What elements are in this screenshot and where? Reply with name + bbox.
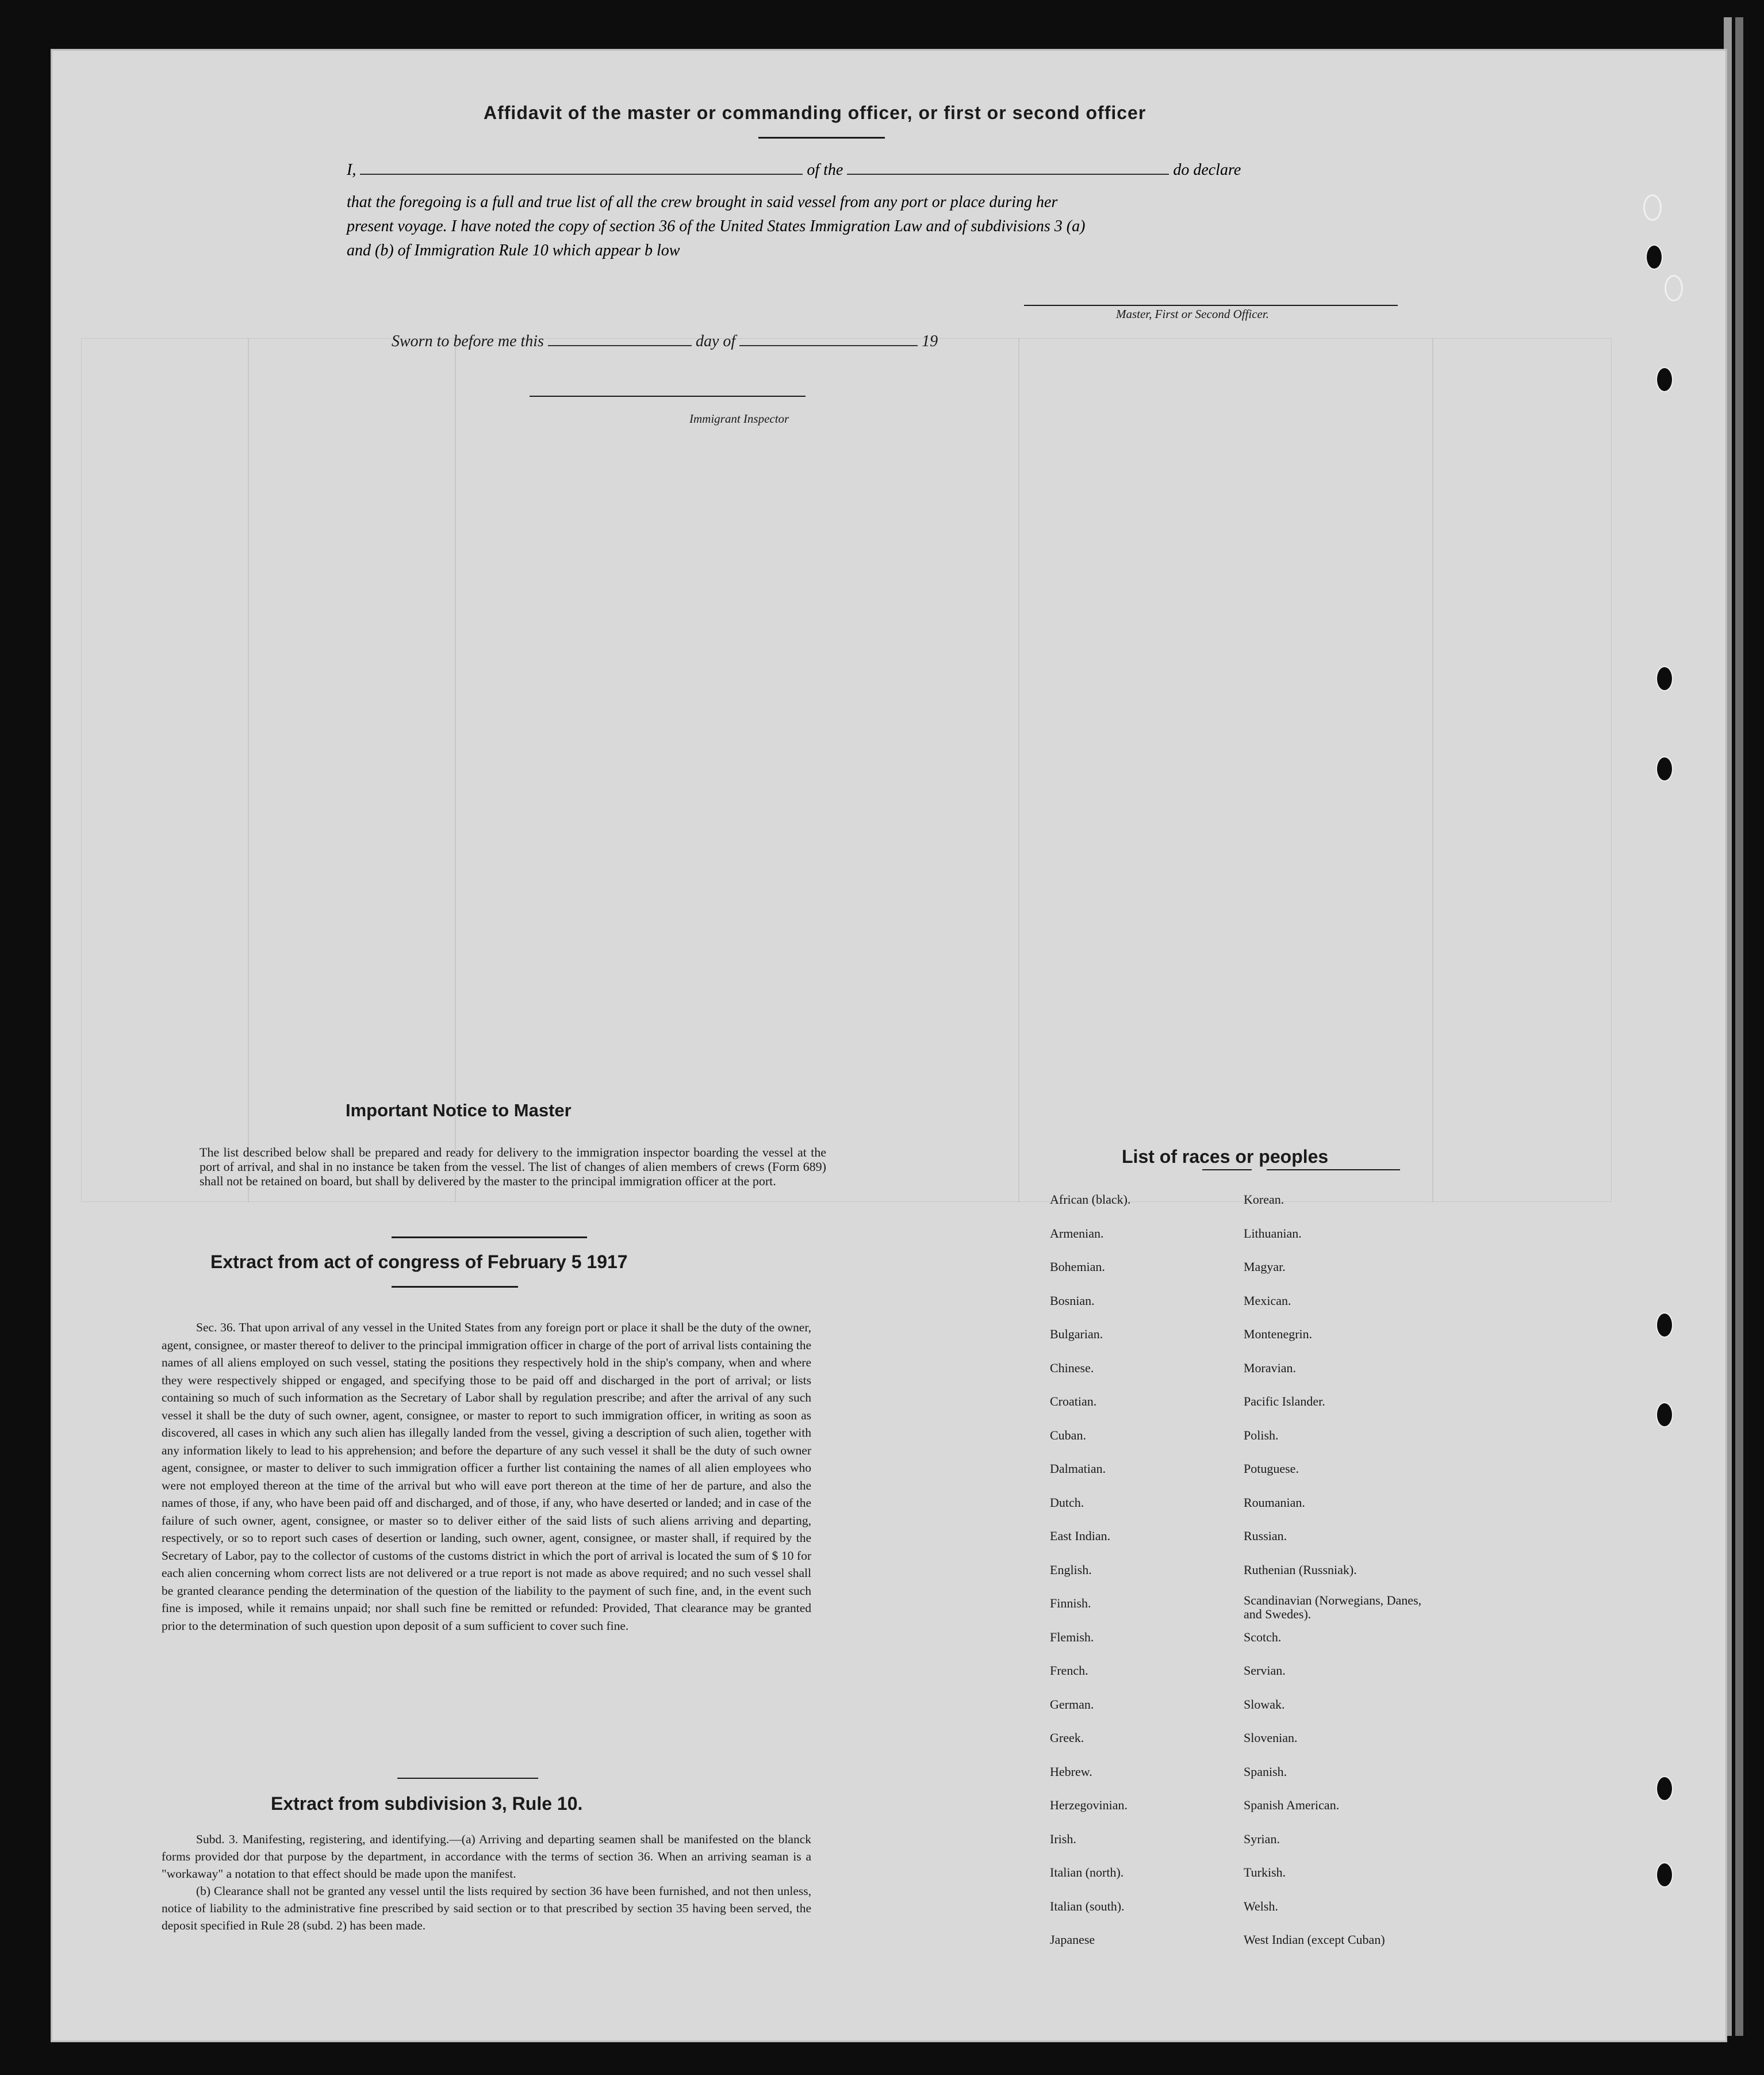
binder-hole xyxy=(1656,1862,1673,1888)
notice-rule xyxy=(392,1236,587,1238)
race-item: Japanese xyxy=(1050,1932,1095,1947)
races-title: List of races or peoples xyxy=(1122,1146,1329,1167)
affidavit-of-the: of the xyxy=(807,161,843,179)
form-page xyxy=(51,49,1727,2042)
race-item: Roumanian. xyxy=(1244,1495,1305,1510)
race-item: Armenian. xyxy=(1050,1226,1104,1241)
bleed-through-line xyxy=(1018,338,1019,1202)
races-underline-2 xyxy=(1267,1169,1400,1170)
race-item: Magyar. xyxy=(1244,1259,1286,1274)
race-item: Welsh. xyxy=(1244,1898,1278,1913)
race-item: Finnish. xyxy=(1050,1596,1091,1610)
race-item: Bohemian. xyxy=(1050,1259,1105,1274)
bleed-through-grid xyxy=(81,338,1612,1202)
race-item: Lithuanian. xyxy=(1244,1226,1302,1241)
inspector-caption: Immigrant Inspector xyxy=(689,412,789,426)
race-item: Korean. xyxy=(1244,1192,1284,1207)
bleed-through-line xyxy=(455,338,456,1202)
race-item: Syrian. xyxy=(1244,1831,1280,1846)
race-item: English. xyxy=(1050,1562,1092,1577)
binder-hole xyxy=(1656,756,1673,782)
race-item: Slowak. xyxy=(1244,1697,1285,1712)
act-extract-title: Extract from act of congress of February 5 1917 xyxy=(210,1251,628,1272)
affidavit-line-1 xyxy=(347,161,1399,179)
vessel-blank[interactable] xyxy=(847,162,1169,175)
race-item: Servian. xyxy=(1244,1663,1286,1678)
binder-hole xyxy=(1656,666,1673,691)
affidavit-line-4: and (b) of Immigration Rule 10 which appear b low xyxy=(347,242,680,259)
sworn-day-blank[interactable] xyxy=(548,334,692,346)
title-underline xyxy=(758,137,885,139)
race-item: Italian (south). xyxy=(1050,1898,1125,1913)
race-item: Greek. xyxy=(1050,1731,1084,1745)
race-item: East Indian. xyxy=(1050,1529,1111,1543)
race-item: West Indian (except Cuban) xyxy=(1244,1932,1385,1947)
race-item: Cuban. xyxy=(1050,1427,1086,1442)
notice-title: Important Notice to Master xyxy=(346,1100,572,1120)
race-item: Scandinavian (Norwegians, Danes, and Swedes). xyxy=(1244,1593,1422,1621)
binder-hole xyxy=(1656,367,1673,392)
race-item: Dalmatian. xyxy=(1050,1461,1106,1476)
race-item: Herzegovinian. xyxy=(1050,1798,1128,1812)
affidavit-line-3: present voyage. I have noted the copy of section 36 of the United States Immigration Law and of subdivisions 3 (a) xyxy=(347,217,1086,235)
sworn-line xyxy=(392,332,938,351)
name-blank[interactable] xyxy=(360,162,803,175)
affidavit-do-declare: do declare xyxy=(1173,161,1241,179)
race-item: Mexican. xyxy=(1244,1293,1291,1308)
rule-extract-title: Extract from subdivision 3, Rule 10. xyxy=(271,1793,583,1814)
bleed-through-line xyxy=(1432,338,1433,1202)
master-caption: Master, First or Second Officer. xyxy=(1116,307,1269,321)
race-item: Dutch. xyxy=(1050,1495,1084,1510)
binder-hole xyxy=(1656,1312,1673,1338)
subdivision-3-para-a: Subd. 3. Manifesting, registering, and identifying.—(a) Arriving and departing seamen shall be manifested on the blanck forms provided dor that purpose by the department, in accordance with the terms of section 36. When an arriving seaman is a "workaway" a notation to that effect should be made upon the manifest. xyxy=(162,1832,811,1881)
race-item: Slovenian. xyxy=(1244,1731,1298,1745)
race-item: Irish. xyxy=(1050,1831,1076,1846)
master-signature-line[interactable] xyxy=(1024,305,1398,306)
subdivision-3-text xyxy=(162,1831,811,1934)
race-item: African (black). xyxy=(1050,1192,1131,1207)
race-item: Flemish. xyxy=(1050,1629,1094,1644)
race-item: Polish. xyxy=(1244,1427,1279,1442)
binder-hole xyxy=(1656,1776,1673,1801)
section-36-paragraph: Sec. 36. That upon arrival of any vessel in the United States from any foreign port or place it shall be the duty of the owner, agent, consignee, or master thereof to deliver to the principal immigration officer in charge of the port of arrival lists containing the names of all aliens employed on such vessel, stating the positions they respectively hold in the ship's company, when and where they were respectively shipped or engaged, and specifying those to be paid off and discharged in the port of arrival; or lists containing so much of such information as the Secretary of Labor shall by regulation prescribe; and after the arrival of any such vessel it shall be the duty of such owner, agent, consignee, or master to report to such immigration officer, in writing as soon as discovered, all cases in which any such alien has illegally landed from the vessel, giving a description of such alien, together with any information likely to lead to his apprehension; and before the departure of any such vessel it shall be the duty of such owner agent, consignee, or master to deliver to such immigration officer a further list containing the names of all alien employees who were not employed thereon at the time of the arrival but who will eave port thereon at the time of her de parture, and also the names of those, if any, who have been paid off and discharged, and of those, if any, who have deserted or landed; and in case of the failure of such owner, agent, consignee, or master so to deliver either of the said lists of such aliens arriving and departing, respectively, or so to report such cases of desertion or landing, such owner, agent, consignee, or master shall, if required by the Secretary of Labor, pay to the collector of customs of the customs district in which the port of arrival is located the sum of $ 10 for each alien concerning whom correct lists are not delivered or a true report is not made as above required; and no such vessel shall be granted clearance pending the determination of the question of the liability to the payment of such fine, and, in the event such fine is imposed, while it remains unpaid; nor shall such fine be remitted or refunded: Provided, That clearance may be granted prior to the determination of such question upon deposit of a sum sufficient to cover such fine. xyxy=(162,1320,811,1633)
affidavit-i: I, xyxy=(347,161,356,179)
binder-hole xyxy=(1643,194,1662,221)
race-item: Potuguese. xyxy=(1244,1461,1299,1476)
rule-separator xyxy=(397,1778,538,1779)
notice-text: The list described below shall be prepared and ready for delivery to the immigration inspector boarding the vessel at the port of arrival, and shal in no instance be taken from the vessel. The list of changes of alien members of crews (Form 689) shall not be retained on board, but shall by delivered by the master to the principal immigration officer at the port. xyxy=(200,1145,826,1188)
race-item: Bosnian. xyxy=(1050,1293,1095,1308)
sworn-month-blank[interactable] xyxy=(739,334,918,346)
subdivision-3-para-b: (b) Clearance shall not be granted any vessel until the lists required by section 36 have been furnished, and not then unless, notice of liability to the administrative fine prescribed by said section or to that prescribed by section 35 having been served, the deposit specified in Rule 28 (subd. 2) has been made. xyxy=(162,1884,811,1932)
race-item: Scotch. xyxy=(1244,1629,1282,1644)
inspector-signature-line[interactable] xyxy=(530,396,806,397)
race-item: Croatian. xyxy=(1050,1394,1097,1408)
binder-hole xyxy=(1646,244,1663,270)
section-36-text xyxy=(162,1319,811,1634)
sworn-day-of: day of xyxy=(695,332,736,350)
race-item: Turkish. xyxy=(1244,1865,1286,1879)
affidavit-title: Affidavit of the master or commanding officer, or first or second officer xyxy=(484,102,1146,123)
race-item: Chinese. xyxy=(1050,1360,1094,1375)
binder-hole xyxy=(1665,275,1683,301)
race-item: French. xyxy=(1050,1663,1088,1678)
race-item: German. xyxy=(1050,1697,1094,1712)
race-item: Russian. xyxy=(1244,1529,1287,1543)
race-item: Moravian. xyxy=(1244,1360,1297,1375)
sworn-year: 19 xyxy=(922,332,938,350)
race-item: Montenegrin. xyxy=(1244,1327,1313,1341)
act-extract-underline xyxy=(392,1286,518,1288)
race-item: Spanish. xyxy=(1244,1764,1287,1779)
race-item: Bulgarian. xyxy=(1050,1327,1103,1341)
bleed-through-line xyxy=(248,338,249,1202)
race-item: Italian (north). xyxy=(1050,1865,1124,1879)
race-item: Spanish American. xyxy=(1244,1798,1340,1812)
race-item: Ruthenian (Russniak). xyxy=(1244,1562,1357,1577)
binder-hole xyxy=(1656,1402,1673,1427)
race-item: Pacific Islander. xyxy=(1244,1394,1325,1408)
races-underline-1 xyxy=(1202,1169,1252,1170)
sworn-prefix: Sworn to before me this xyxy=(392,332,544,350)
affidavit-line-2: that the foregoing is a full and true list of all the crew brought in said vessel from any port or place during her xyxy=(347,193,1058,211)
race-item: Hebrew. xyxy=(1050,1764,1092,1779)
